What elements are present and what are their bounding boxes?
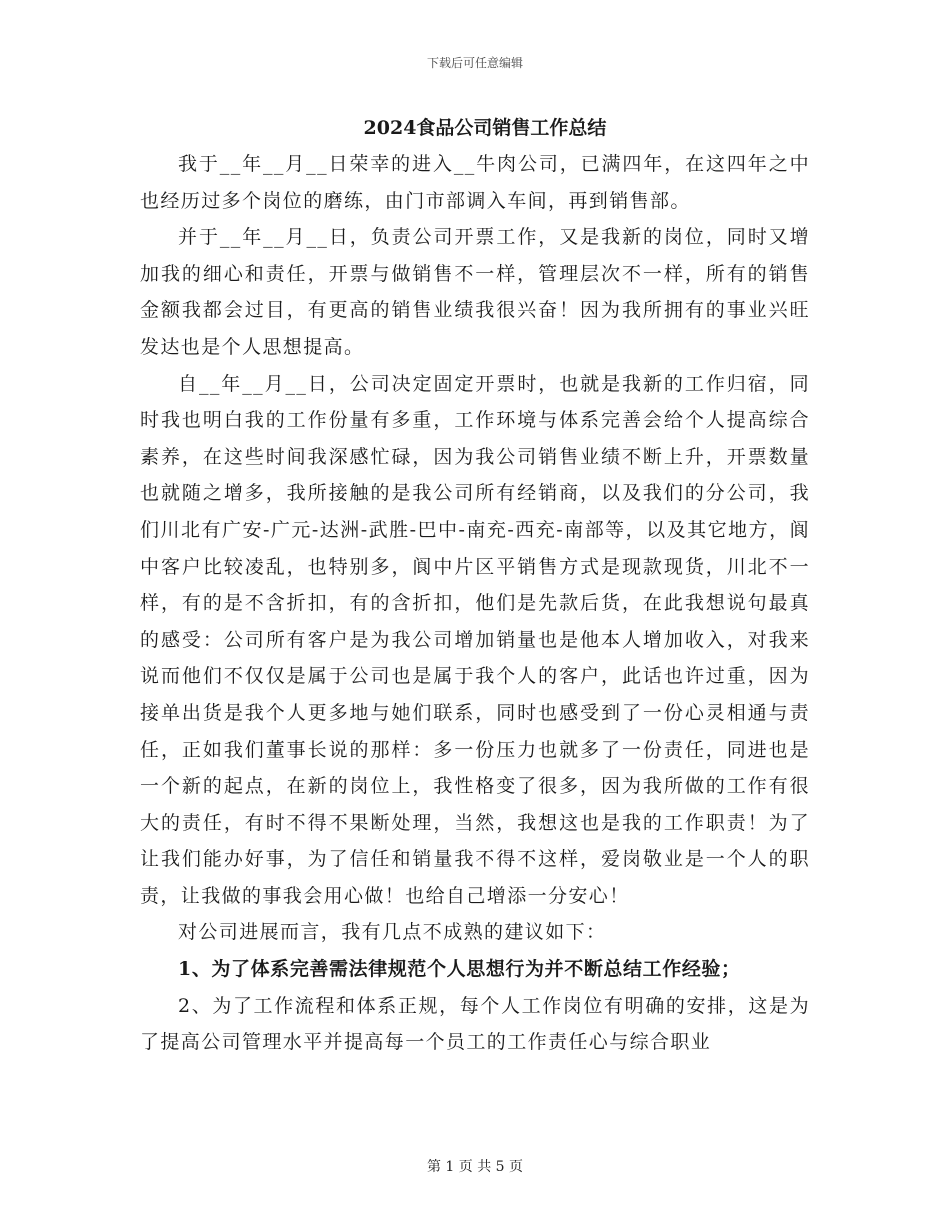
paragraph-invoicing: 并于__年__月__日，负责公司开票工作，又是我新的岗位，同时又增加我的细心和责任，开票与做销售不一样，管理层次不一样，所有的销售金额我都会过目，有更高的销售业绩我很兴奋！因为我所拥有的事业兴旺发达也是个人思想提高。 bbox=[140, 226, 810, 358]
paragraph-experience: 自__年__月__日，公司决定固定开票时，也就是我新的工作归宿，同时我也明白我的工作份量有多重，工作环境与体系完善会给个人提高综合素养，在这些时间我深感忙碌，因为我公司销售业绩不断上升，开票数量也就随之增多，我所接触的是我公司所有经销商，以及我们的分公司，我们川北有广安-广元-达洲-武胜-巴中-南充-西充-南部等，以及其它地方，阆中客户比较凌乱，也特别多，阆中片区平销售方式是现款现货，川北不一样，有的是不含折扣，有的含折扣，他们是先款后货，在此我想说句最真的感受：公司所有客户是为我公司增加销量也是他本人增加收入，对我来说而他们不仅仅是属于公司也是属于我个人的客户，此话也许过重，因为接单出货是我个人更多地与她们联系，同时也感受到了一份心灵相通与责任，正如我们董事长说的那样：多一份压力也就多了一份责任，同进也是一个新的起点，在新的岗位上，我性格变了很多，因为我所做的工作有很大的责任，有时不得不果断处理，当然，我想这也是我的工作职责！为了让我们能办好事，为了信任和销量我不得不这样，爱岗敬业是一个人的职责，让我做的事我会用心做！也给自己增添一分安心！ bbox=[140, 372, 810, 907]
paragraph-intro: 我于__年__月__日荣幸的进入__牛肉公司，已满四年，在这四年之中也经历过多个岗位的磨练，由门市部调入车间，再到销售部。 bbox=[140, 153, 810, 212]
suggestion-item-1: 1、为了体系完善需法律规范个人思想行为并不断总结工作经验； bbox=[178, 958, 741, 981]
page-number: 第 1 页 共 5 页 bbox=[426, 1159, 524, 1175]
download-note: 下载后可任意编辑 bbox=[426, 56, 523, 70]
paragraph-suggestions-intro: 对公司进展而言，我有几点不成熟的建议如下： bbox=[178, 921, 607, 944]
suggestion-item-2: 2、为了工作流程和体系正规，每个人工作岗位有明确的安排，这是为了提高公司管理水平并提高每一个员工的工作责任心与综合职业 bbox=[140, 994, 810, 1054]
document-body bbox=[140, 112, 810, 1061]
document-title: 2024食品公司销售工作总结 bbox=[363, 117, 607, 139]
